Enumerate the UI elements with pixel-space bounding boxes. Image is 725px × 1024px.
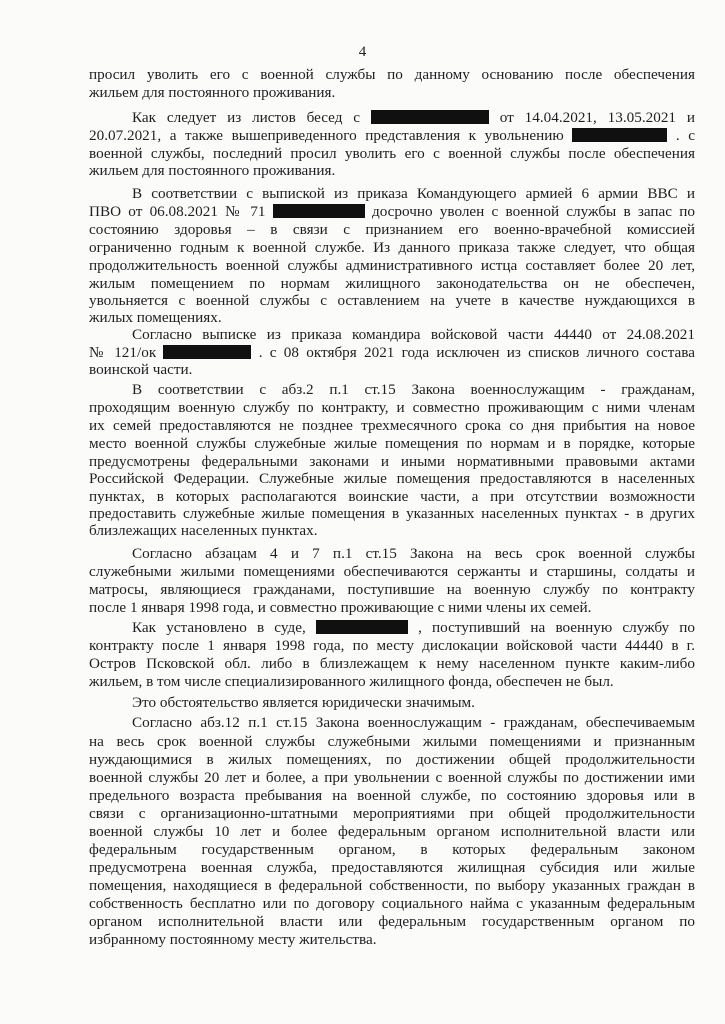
text-fragment: Как следует из листов бесед с (132, 109, 361, 126)
redaction-block (163, 345, 251, 359)
text-line (132, 109, 695, 126)
text-line: военной службы, последний просил уволить его с военной службы после обеспечения (89, 145, 695, 162)
text-fragment: Как установлено в суде, (132, 619, 306, 636)
text-line: военной службы 10 лет и более федеральным органом исполнительной власти или (89, 823, 695, 840)
text-line: избранному постоянному месту жительства. (89, 931, 377, 948)
text-fragment: досрочно уволен с военной службы в запас по (371, 203, 695, 220)
text-line: Согласно абз.12 п.1 ст.15 Закона военнослужащим - гражданам, обеспечиваемым (132, 714, 695, 731)
redaction-block (273, 204, 365, 218)
text-line: Согласно выписке из приказа командира войсковой части 44440 от 24.08.2021 (132, 326, 695, 343)
text-line: органом исполнительной власти или федеральным государственным органом по (89, 913, 695, 930)
text-line: место военной службы служебные жилые помещения по нормам и в порядке, которые (89, 435, 695, 452)
text-line: служебными жилыми помещениями обеспечиваются сержанты и старшины, солдаты и (89, 563, 695, 580)
text-line: предусмотрена военная служба, предоставляются жилищная субсидия или жилые (89, 859, 695, 876)
text-line: связи с организационно-штатными мероприятиями при общей продолжительности (89, 805, 695, 822)
text-line: воинской части. (89, 361, 193, 378)
text-line: матросы, являющиеся гражданами, поступившие на военную службу по контракту (89, 581, 695, 598)
text-line: жилых помещениях. (89, 309, 222, 326)
text-fragment: , поступивший на военную службу по (418, 619, 696, 636)
text-line: В соответствии с выпиской из приказа Командующего армией 6 армии ВВС и (132, 185, 695, 202)
text-line (89, 344, 695, 361)
text-line: предоставить служебные жилые помещения в указанных населенных пунктах - в других (89, 505, 695, 522)
text-line: ограниченно годным к военной службе. Из данного приказа также следует, что общая (89, 239, 695, 256)
text-line: нуждающимися в жилых помещениях, по достижении общей продолжительности (89, 751, 695, 768)
text-line: В соответствии с абз.2 п.1 ст.15 Закона военнослужащим - гражданам, (132, 381, 695, 398)
text-line: Российской Федерации. Служебные жилые помещения предоставляются в населенных (89, 470, 695, 487)
text-line: военной службы 20 лет и более, а при увольнении с военной службы по достижении ими (89, 769, 695, 786)
text-fragment: 20.07.2021, а также вышеприведенного представления к увольнению (89, 127, 564, 144)
text-line: продолжительность военной службы административного истца составляет более 20 лет, (89, 257, 695, 274)
text-line: жильем для постоянного проживания. (89, 84, 336, 101)
text-line: жильем, в том числе специализированного жилищного фонда, обеспечен не был. (89, 673, 614, 690)
text-line: после 1 января 1998 года, и совместно проживающие с ними члены их семей. (89, 599, 592, 616)
text-fragment: . с (675, 127, 696, 144)
text-line: их семей предоставляются не позднее трехмесячного срока со дня прибытия на новое (89, 417, 695, 434)
text-line: на весь срок военной службы служебными жилыми помещениями и признанным (89, 733, 695, 750)
text-line: собственность бесплатно или по договору социального найма с указанным федеральным (89, 895, 695, 912)
text-line (132, 619, 695, 636)
redaction-block (371, 110, 489, 124)
text-line (89, 203, 695, 220)
text-line: жильем для постоянного проживания. (89, 162, 336, 179)
text-line: состоянию здоровья – в связи с признанием его военно-врачебной комиссией (89, 221, 695, 238)
text-line: увольняется с военной службы с оставлением на учете в качестве нуждающихся в (89, 292, 695, 309)
text-line: Согласно абзацам 4 и 7 п.1 ст.15 Закона на весь срок военной службы (132, 545, 695, 562)
text-line: предельного возраста пребывания на военной службе, по состоянию здоровья или в (89, 787, 695, 804)
text-line (89, 127, 695, 144)
page-number: 4 (358, 44, 367, 60)
text-fragment: ПВО от 06.08.2021 № 71 (89, 203, 266, 220)
text-line: жилым помещением по нормам жилищного законодательства он не обеспечен, (89, 275, 695, 292)
redaction-block (572, 128, 667, 142)
text-line: Остров Псковской обл. либо в близлежащем к нему населенном пункте каким-либо (89, 655, 695, 672)
text-line: Это обстоятельство является юридически значимым. (132, 694, 475, 711)
redaction-block (316, 620, 408, 634)
text-line: предусмотрены федеральными законами и иными нормативными правовыми актами (89, 453, 695, 470)
text-line: пунктах, в которых располагаются воинские части, а при отсутствии возможности (89, 488, 695, 505)
text-line: близлежащих населенных пунктах. (89, 522, 318, 539)
text-fragment: от 14.04.2021, 13.05.2021 и (499, 109, 695, 126)
text-line: просил уволить его с военной службы по данному основанию после обеспечения (89, 66, 695, 83)
text-fragment: № 121/ок (89, 344, 157, 361)
text-line: федеральным государственным органом, в которых федеральным законом (89, 841, 695, 858)
text-line: помещения, находящиеся в федеральной собственности, по выбору указанных граждан в (89, 877, 695, 894)
text-line: проходящим военную службу по контракту, и совместно проживающим с ними членам (89, 399, 695, 416)
text-fragment: . с 08 октября 2021 года исключен из списков личного состава (258, 344, 696, 361)
text-line: контракту после 1 января 1998 года, по месту дислокации войсковой части 44440 в г. (89, 637, 695, 654)
